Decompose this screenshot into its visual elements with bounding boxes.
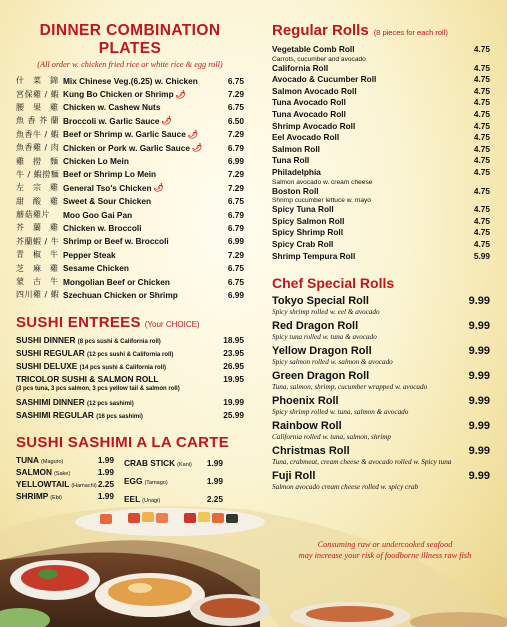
a-la-carte-item [124, 454, 223, 472]
entree-name-wrap [16, 410, 204, 423]
roll-name: Avocado & Cucumber Roll [272, 74, 377, 85]
regular-roll-item [272, 144, 490, 156]
item-name: EEL [124, 493, 141, 504]
roll-price: 9.99 [468, 345, 490, 358]
dish-name-wrap [63, 89, 218, 99]
dinner-item [16, 248, 244, 261]
entree-detail: (16 pcs sashimi) [96, 413, 143, 420]
dish-name: Sesame Chicken [63, 263, 129, 274]
dinner-item [16, 114, 244, 127]
regular-roll-item [272, 216, 490, 228]
warning-line-1: Consuming raw or undercooked seafood [317, 540, 453, 549]
dish-name-wrap [63, 290, 218, 300]
roll-description: Salmon avocado w. cream cheese [272, 178, 373, 186]
entree-price: 19.99 [223, 396, 244, 407]
item-name: SHRIMP [16, 490, 49, 501]
roll-description: Tuna, crabmeat, cream cheese & avocado rolled w. Spicy tuna [272, 458, 452, 467]
chef-roll-item [272, 470, 490, 483]
dinner-item [16, 221, 244, 234]
dish-price: 7.29 [227, 129, 244, 140]
item-name-wrap [16, 478, 97, 489]
chef-roll-item [272, 370, 490, 383]
regular-roll-item [272, 86, 490, 98]
roll-price: 4.75 [473, 108, 490, 119]
regular-roll-item [272, 186, 490, 198]
dinner-item [16, 181, 244, 194]
dish-name-wrap [63, 102, 218, 112]
dinner-item [16, 101, 244, 114]
item-name: SALMON [16, 466, 52, 477]
entree-detail: (8 pcs sushi & California roll) [77, 338, 161, 345]
dish-price: 6.79 [227, 222, 244, 233]
chinese-name: 青 椒 牛 [16, 250, 59, 260]
chinese-name: 甜 酸 雞 [16, 196, 59, 206]
roll-description: Spicy shrimp rolled w. eel & avocado [272, 308, 380, 317]
regular-roll-item [272, 227, 490, 239]
dish-name-wrap [63, 196, 218, 206]
entree-price: 23.95 [223, 347, 244, 358]
roll-price: 9.99 [468, 470, 490, 483]
roll-description: California rolled w. tuna, salmon, shrimp [272, 433, 392, 442]
roll-price: 4.75 [473, 74, 490, 85]
roll-price: 9.99 [468, 320, 490, 333]
item-price: 1.99 [97, 490, 114, 501]
roll-name: Spicy Shrimp Roll [272, 227, 343, 238]
chinese-name: 什 菜 錦 [16, 76, 59, 86]
roll-name: Red Dragon Roll [272, 320, 359, 333]
roll-price: 4.75 [473, 166, 490, 177]
chinese-name: 魚香牛 / 蝦 [16, 129, 60, 139]
roll-name: Tuna Roll [272, 155, 310, 166]
a-la-carte-item [16, 478, 114, 490]
roll-name: Green Dragon Roll [272, 370, 370, 383]
dinner-item [16, 235, 244, 248]
roll-description: Spicy shrimp rolled w. tuna, salmon & avocado [272, 408, 409, 417]
dinner-item [16, 261, 244, 274]
dinner-item [16, 195, 244, 208]
roll-description: Carrots, cucumber and avocado [272, 55, 366, 63]
sushi-entrees-header [16, 314, 244, 331]
dish-name-wrap [63, 156, 218, 166]
roll-description: Spicy tuna rolled w. tuna & avocado [272, 333, 377, 342]
entree-price: 26.95 [223, 360, 244, 371]
dish-price: 6.99 [227, 156, 244, 167]
item-japanese: (Hamachi) [71, 482, 97, 489]
roll-price: 4.75 [473, 227, 490, 238]
roll-name: Vegetable Comb Roll [272, 44, 355, 54]
entree-detail: (14 pcs sushi & California roll) [79, 364, 166, 371]
regular-roll-item [272, 121, 490, 133]
dinner-item [16, 128, 244, 141]
chinese-name: 蒙 古 牛 [16, 277, 59, 287]
dish-price: 7.29 [227, 89, 244, 100]
dish-price: 6.79 [227, 142, 244, 153]
a-la-carte-title: SUSHI SASHIMI A LA CARTE [16, 433, 230, 451]
dish-price: 6.75 [227, 276, 244, 287]
dish-name: Chicken Lo Mein [63, 156, 129, 167]
raw-food-warning [280, 539, 490, 561]
roll-name: Shrimp Avocado Roll [272, 120, 356, 131]
item-japanese: (Maguro) [41, 458, 64, 465]
regular-roll-item [272, 44, 490, 56]
entree-price: 19.95 [223, 373, 244, 384]
roll-name: Tokyo Special Roll [272, 295, 369, 308]
roll-description: Salmon avocado cream cheese rolled w. spicy crab [272, 483, 419, 492]
chinese-name: 魚 香 芥 蘭 [16, 116, 60, 126]
roll-name: Spicy Salmon Roll [272, 215, 345, 226]
roll-description: Shrimp cucumber lettuce w. mayo [272, 197, 371, 205]
chef-special-title: Chef Special Rolls [272, 275, 395, 292]
dish-name-wrap [63, 116, 218, 126]
dish-name-wrap [63, 277, 218, 287]
roll-price: 4.75 [473, 120, 490, 131]
chef-roll-item [272, 420, 490, 433]
roll-price: 4.75 [473, 238, 490, 249]
chinese-name: 雞 撈 麵 [16, 156, 59, 166]
warning-line-2: may increase your risk of foodborne illness raw fish [298, 551, 472, 560]
right-column [272, 22, 490, 493]
a-la-carte-item [16, 466, 114, 478]
entree-name: SASHIMI DINNER [16, 396, 85, 407]
dish-price: 6.79 [227, 209, 244, 220]
dish-name: Chicken w. Cashew Nuts [63, 102, 161, 113]
roll-price: 5.99 [473, 250, 490, 261]
regular-rolls-header [272, 22, 490, 39]
item-price: 1.99 [97, 454, 114, 465]
dinner-item [16, 208, 244, 221]
dish-name-wrap [63, 263, 218, 273]
roll-price: 4.75 [473, 85, 490, 96]
chef-roll-item [272, 320, 490, 333]
chinese-name: 芝 麻 雞 [16, 263, 59, 273]
item-price: 2.25 [206, 493, 223, 504]
chinese-name: 四川雞 / 蝦 [16, 290, 60, 300]
regular-roll-item [272, 74, 490, 86]
roll-name: Christmas Roll [272, 445, 350, 458]
sushi-entree-item [16, 410, 244, 423]
dinner-title: DINNER COMBINATION PLATES [39, 22, 221, 57]
dish-name: Beef or Shrimp Lo Mein [63, 169, 157, 180]
roll-name: Fuji Roll [272, 470, 316, 483]
dinner-item [16, 74, 244, 87]
entree-price: 18.95 [223, 334, 244, 345]
dish-name: Chicken w. Broccoli [63, 222, 142, 233]
item-price: 1.99 [206, 457, 223, 468]
item-name: YELLOWTAIL [16, 478, 70, 489]
a-la-carte-item [124, 472, 223, 490]
dish-name-wrap [63, 169, 218, 179]
roll-price: 4.75 [473, 185, 490, 196]
dish-name: Pepper Steak [63, 249, 116, 260]
dinner-list [16, 74, 244, 302]
dish-name: Moo Goo Gai Pan [63, 209, 133, 220]
sushi-entrees-list [16, 335, 244, 423]
roll-price: 4.75 [473, 132, 490, 143]
chinese-name: 宮保雞 / 蝦 [16, 89, 60, 99]
roll-name: Salmon Roll [272, 143, 320, 154]
hot-pepper-icon: 🌶 [191, 143, 203, 153]
dish-name-wrap [63, 129, 218, 139]
entree-name: TRICOLOR SUSHI & SALMON ROLL [16, 373, 159, 384]
roll-price: 4.75 [473, 215, 490, 226]
dish-price: 6.50 [227, 115, 244, 126]
roll-name: Shrimp Tempura Roll [272, 250, 356, 261]
chinese-name: 芥 蘭 雞 [16, 223, 59, 233]
regular-roll-item [272, 204, 490, 216]
dish-name: Sweet & Sour Chicken [63, 196, 152, 207]
sushi-entree-item [16, 397, 244, 410]
chinese-name: 芥蘭蝦 / 牛 [16, 236, 60, 246]
dish-name: Chicken or Pork w. Garlic Sauce [63, 142, 190, 153]
dish-name-wrap [63, 236, 218, 246]
dish-name-wrap [63, 223, 218, 233]
dish-price: 6.99 [227, 236, 244, 247]
roll-price: 9.99 [468, 295, 490, 308]
dish-price: 6.75 [227, 102, 244, 113]
roll-name: Salmon Avocado Roll [272, 85, 357, 96]
dish-price: 6.75 [227, 263, 244, 274]
hot-pepper-icon: 🌶 [161, 116, 172, 126]
regular-roll-item [272, 97, 490, 109]
roll-price: 9.99 [468, 420, 490, 433]
chef-roll-item [272, 395, 490, 408]
chinese-name: 魚香雞 / 肉 [16, 143, 60, 153]
dish-price: 7.29 [227, 249, 244, 260]
dinner-item [16, 168, 244, 181]
sushi-entrees-note: (Your CHOICE) [144, 319, 200, 329]
item-japanese: (Kani) [177, 461, 192, 468]
item-japanese: (Sake) [53, 470, 71, 477]
entree-name-wrap [16, 348, 204, 361]
sushi-entrees-title: SUSHI ENTREES [16, 313, 141, 331]
roll-name: Phoenix Roll [272, 395, 339, 408]
chef-roll-item [272, 295, 490, 308]
item-japanese: (Tamago) [144, 479, 168, 486]
sushi-entree-item [16, 335, 244, 348]
entree-detail: (12 pcs sashimi) [87, 400, 134, 407]
item-name-wrap [16, 467, 88, 477]
entree-name: SUSHI REGULAR [16, 347, 85, 358]
roll-name: California Roll [272, 62, 329, 73]
dish-name: Broccoli w. Garlic Sauce [63, 115, 160, 126]
entree-price: 25.99 [223, 409, 244, 420]
dish-price: 6.75 [227, 196, 244, 207]
dish-name-wrap [63, 183, 218, 193]
roll-price: 4.75 [473, 204, 490, 215]
dish-name: Mix Chinese Veg.(6.25) w. Chicken [63, 75, 198, 86]
roll-price: 9.99 [468, 445, 490, 458]
roll-price: 9.99 [468, 370, 490, 383]
hot-pepper-icon: 🌶 [153, 183, 164, 193]
dinner-item [16, 87, 244, 100]
chef-roll-item [272, 345, 490, 358]
item-japanese: (Unagi) [142, 497, 161, 504]
regular-roll-item [272, 251, 490, 263]
roll-price: 4.75 [473, 143, 490, 154]
entree-name: SASHIMI REGULAR [16, 409, 94, 420]
dish-name: Kung Bo Chicken or Shrimp [63, 89, 174, 100]
item-japanese: (Ebi) [50, 494, 62, 501]
dish-price: 6.99 [227, 289, 244, 300]
hot-pepper-icon: 🌶 [175, 89, 186, 99]
roll-price: 4.75 [473, 155, 490, 166]
regular-rolls-list [272, 44, 490, 262]
dish-name-wrap [63, 210, 218, 220]
roll-price: 9.99 [468, 395, 490, 408]
item-name-wrap [124, 476, 197, 486]
dinner-item [16, 141, 244, 154]
regular-roll-item [272, 239, 490, 251]
chef-roll-item [272, 445, 490, 458]
dish-name: Mongolian Beef or Chicken [63, 276, 170, 287]
roll-name: Yellow Dragon Roll [272, 345, 372, 358]
entree-detail: (12 pcs sushi & California roll) [87, 351, 174, 358]
dinner-item [16, 288, 244, 301]
dish-name: Szechuan Chicken or Shrimp [63, 289, 178, 300]
roll-name: Rainbow Roll [272, 420, 342, 433]
entree-name: SUSHI DELUXE [16, 360, 78, 371]
chinese-name: 蘑菇雞片 [16, 210, 50, 220]
dish-name: General Tso's Chicken [63, 182, 152, 193]
item-price: 1.99 [206, 475, 223, 486]
roll-name: Boston Roll [272, 185, 319, 196]
sushi-entree-item [16, 374, 244, 393]
roll-name: Tuna Avocado Roll [272, 108, 346, 119]
regular-roll-item [272, 132, 490, 144]
roll-name: Eel Avocado Roll [272, 132, 340, 143]
entree-name-wrap [16, 335, 204, 348]
dinner-item [16, 275, 244, 288]
chinese-name: 牛 / 蝦撈麵 [16, 169, 60, 179]
item-name: EGG [124, 475, 143, 486]
a-la-carte-item [16, 454, 114, 466]
dish-price: 6.75 [227, 75, 244, 86]
sushi-entree-item [16, 361, 244, 374]
entree-name: SUSHI DINNER [16, 334, 76, 345]
regular-roll-item [272, 155, 490, 167]
left-column [16, 8, 244, 508]
dish-name-wrap [63, 250, 218, 260]
sushi-entree-item [16, 348, 244, 361]
item-name-wrap [16, 455, 88, 465]
roll-price: 4.75 [473, 62, 490, 73]
entree-name-wrap [16, 397, 204, 410]
entree-name-wrap [16, 374, 204, 393]
chinese-name: 腰 果 雞 [16, 102, 59, 112]
roll-name: Spicy Crab Roll [272, 238, 334, 249]
regular-roll-item [272, 109, 490, 121]
roll-name: Spicy Tuna Roll [272, 204, 334, 215]
item-name-wrap [124, 458, 197, 468]
roll-price: 4.75 [473, 44, 490, 54]
roll-name: Tuna Avocado Roll [272, 97, 346, 108]
roll-description: Tuna, salmon, shrimp, cucumber wrapped w. avocado [272, 383, 428, 392]
item-name: TUNA [16, 454, 40, 465]
dish-name: Beef or Shrimp w. Garlic Sauce [63, 129, 186, 140]
item-price: 2.25 [97, 478, 114, 489]
hot-pepper-icon: 🌶 [187, 129, 198, 139]
regular-roll-item [272, 63, 490, 75]
item-price: 1.99 [97, 466, 114, 477]
dish-name-wrap [63, 76, 218, 86]
dish-name: Shrimp or Beef w. Broccoli [63, 236, 169, 247]
dinner-subtitle: (All order w. chicken fried rice or white rice & egg roll) [37, 60, 223, 69]
dish-name-wrap [63, 143, 218, 153]
regular-rolls-note: (8 pieces for each roll) [373, 28, 448, 37]
item-name: CRAB STICK [124, 457, 176, 468]
entree-subdetail: (3 pcs tuna, 3 pcs salmon, 3 pcs yellow tail & salmon roll) [16, 385, 180, 392]
regular-roll-item [272, 167, 490, 179]
roll-price: 4.75 [473, 97, 490, 108]
roll-description: Spicy salmon rolled w. salmon & avocado [272, 358, 393, 367]
chef-special-list [272, 295, 490, 491]
regular-rolls-title: Regular Rolls [272, 22, 369, 39]
chinese-name: 左 宗 雞 [16, 183, 59, 193]
entree-name-wrap [16, 361, 204, 374]
dish-price: 7.29 [227, 169, 244, 180]
roll-name: Philadelphia [272, 166, 321, 177]
dish-price: 7.29 [227, 182, 244, 193]
dinner-item [16, 154, 244, 167]
